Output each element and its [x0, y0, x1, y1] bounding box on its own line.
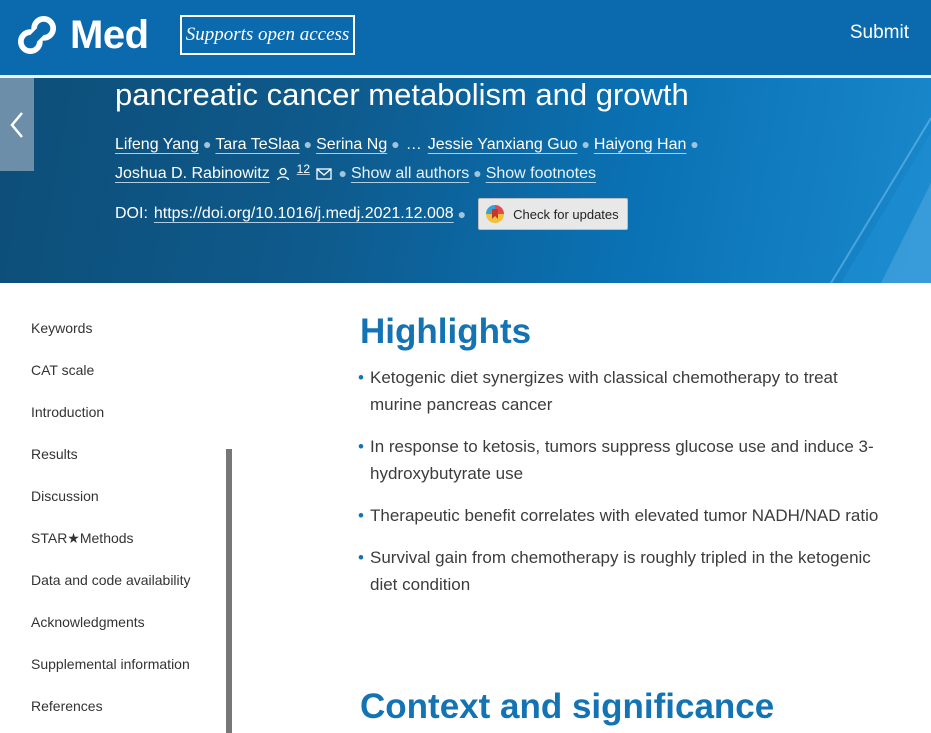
- separator-dot: ●: [690, 136, 699, 152]
- highlight-text: Ketogenic diet synergizes with classical chemotherapy to treat murine pancreas cancer: [370, 368, 838, 414]
- separator-dot: ●: [338, 165, 347, 181]
- author-list: [115, 130, 725, 188]
- author-link[interactable]: Tara TeSlaa: [215, 136, 300, 153]
- bullet-dot: •: [358, 437, 364, 456]
- doi-row: [115, 198, 628, 230]
- person-icon[interactable]: [276, 167, 290, 181]
- decorative-stripes: [771, 78, 931, 283]
- context-heading: Context and significance: [360, 687, 775, 726]
- doi-label: DOI:: [115, 205, 148, 222]
- crossmark-icon: [485, 204, 505, 224]
- doi-link[interactable]: https://doi.org/10.1016/j.medj.2021.12.008: [153, 205, 454, 222]
- bullet-dot: •: [358, 506, 364, 525]
- bullet-dot: •: [358, 368, 364, 387]
- med-logo-icon: [18, 16, 56, 54]
- show-footnotes-link[interactable]: Show footnotes: [485, 165, 596, 182]
- highlight-item: [360, 364, 880, 418]
- separator-dot: ●: [202, 136, 212, 152]
- highlight-item: [360, 433, 880, 487]
- toc-item-discussion[interactable]: Discussion: [31, 488, 99, 504]
- previous-article-button[interactable]: [0, 78, 34, 171]
- site-header: [0, 0, 931, 75]
- separator-dot: ●: [391, 136, 400, 152]
- show-all-authors-link[interactable]: Show all authors: [350, 165, 470, 182]
- bullet-dot: •: [358, 548, 364, 567]
- chevron-left-icon: [9, 111, 25, 139]
- table-of-contents: [31, 310, 191, 730]
- highlight-text: Survival gain from chemotherapy is roughly tripled in the ketogenic diet condition: [370, 548, 871, 594]
- toc-item-introduction[interactable]: Introduction: [31, 404, 105, 420]
- toc-item-acknowledgments[interactable]: Acknowledgments: [31, 614, 145, 630]
- logo-text: Med: [70, 13, 149, 57]
- separator-dot: ●: [303, 136, 313, 152]
- highlights-heading: Highlights: [360, 312, 532, 351]
- journal-logo[interactable]: [18, 14, 149, 56]
- author-link[interactable]: Lifeng Yang: [115, 136, 199, 153]
- toc-item-cat-scale[interactable]: CAT scale: [31, 362, 95, 378]
- highlight-item: [360, 544, 880, 598]
- footnote-count[interactable]: 12: [296, 162, 311, 176]
- highlight-text: Therapeutic benefit correlates with elevated tumor NADH/NAD ratio: [370, 506, 879, 525]
- highlight-text: In response to ketosis, tumors suppress glucose use and induce 3-hydroxybutyrate use: [370, 437, 874, 483]
- separator-dot: ●: [581, 136, 590, 152]
- separator-dot: ●: [473, 165, 482, 181]
- check-for-updates-label: Check for updates: [513, 206, 619, 222]
- submit-link[interactable]: Submit: [849, 22, 909, 43]
- toc-item-references[interactable]: References: [31, 698, 103, 714]
- author-link[interactable]: Serina Ng: [316, 136, 388, 153]
- article-body: [360, 310, 880, 613]
- authors-ellipsis: …: [405, 136, 422, 153]
- toc-item-supplemental[interactable]: Supplemental information: [31, 656, 190, 672]
- toc-item-data-availability[interactable]: Data and code availability: [31, 572, 191, 588]
- highlight-item: [360, 502, 880, 529]
- article-title: pancreatic cancer metabolism and growth: [115, 78, 689, 112]
- author-link[interactable]: Joshua D. Rabinowitz: [115, 165, 270, 182]
- highlights-list: [360, 364, 880, 598]
- toc-item-keywords[interactable]: Keywords: [31, 320, 93, 336]
- separator-dot: ●: [457, 206, 467, 222]
- article-header: [0, 78, 931, 283]
- open-access-badge[interactable]: Supports open access: [180, 15, 355, 55]
- toc-scrollbar[interactable]: [226, 449, 232, 733]
- check-for-updates-button[interactable]: [478, 198, 628, 230]
- email-icon[interactable]: [316, 168, 332, 180]
- toc-item-star-methods[interactable]: STAR★Methods: [31, 530, 134, 546]
- author-link[interactable]: Jessie Yanxiang Guo: [427, 136, 578, 153]
- toc-item-results[interactable]: Results: [31, 446, 78, 462]
- author-link[interactable]: Haiyong Han: [593, 136, 687, 153]
